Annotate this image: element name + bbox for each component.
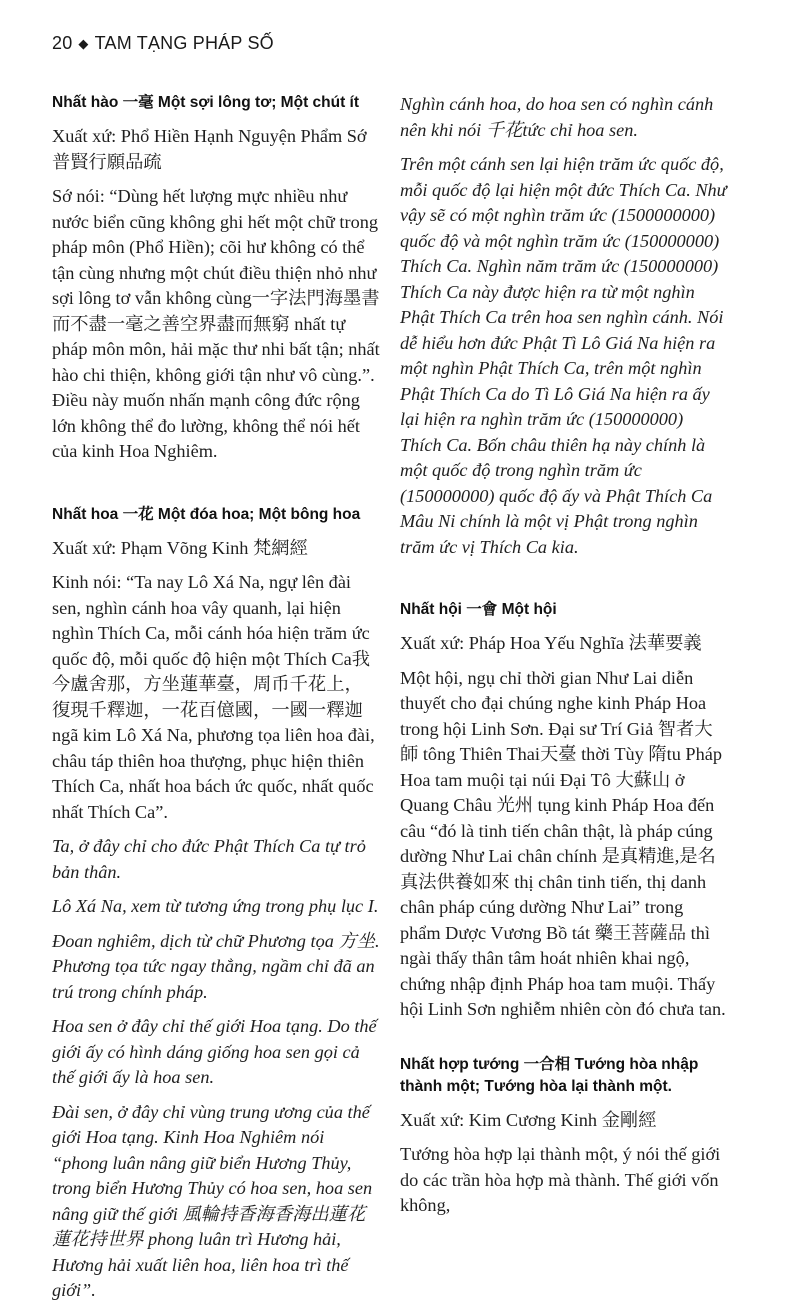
entry-title-nhat-hoa: Nhất hoa 一花 Một đóa hoa; Một bông hoa (52, 505, 361, 523)
entry-spacer (400, 1032, 728, 1054)
entry-note: Ta, ở đây chỉ cho đức Phật Thích Ca tự trỏ bản thân. (52, 836, 366, 882)
entry-note: Đoan nghiêm, dịch từ chữ Phương tọa 方坐. Phương tọa tức ngay thẳng, ngầm chỉ đã an trú trong chính pháp. (52, 930, 380, 1002)
entry-paragraph: Tướng hòa hợp lại thành một, ý nói thế giới do các trần hòa hợp mà thành. Thế giới vốn không, (400, 1144, 721, 1215)
entry-paragraph: Kinh nói: “Ta nay Lô Xá Na, ngự lên đài sen, nghìn cánh hoa vây quanh, lại hiện nghìn Thích Ca, mỗi cánh hóa hiện trăm ức quốc độ, mỗi quốc độ hiện một Thích Ca我今盧舍那，方坐蓮華臺，周币千花上，復現千釋迦，一花百億國，一國一釋迦 ngã kim Lô Xá Na, phương tọa liên hoa đài, châu táp thiên hoa thượng, phục hiện thiên Thích Ca, nhất hoa bách ức quốc, nhất quốc nhất Thích Ca”. (52, 572, 375, 822)
entry-spacer (52, 474, 380, 504)
diamond-separator-icon: ◆ (78, 36, 89, 51)
left-column (52, 92, 380, 1313)
page-number: 20 (52, 33, 73, 53)
entry-source: Xuất xứ: Phổ Hiền Hạnh Nguyện Phẩm Sớ 普賢行願品疏 (52, 126, 367, 172)
entry-title-nhat-hop-tuong: Nhất hợp tướng 一合相 Tướng hòa nhập thành một; Tướng hòa lại thành một. (400, 1055, 699, 1095)
entry-note: Hoa sen ở đây chỉ thế giới Hoa tạng. Do thế giới ấy có hình dáng giống hoa sen gọi cả thế giới ấy là hoa sen. (52, 1016, 377, 1087)
entry-paragraph: Sớ nói: “Dùng hết lượng mực nhiều như nước biển cũng không ghi hết một chữ trong pháp môn (Phổ Hiền); cõi hư không có thể tận cùng nhưng một chút điều thiện nhỏ như sợi lông tơ vẫn không cùng一字法門海墨書而不盡一毫之善空界盡而無窮 nhất tự pháp môn môn, hải mặc thư nhi bất tận; nhất hào chi thiện, không giới tận như vô cùng.”. Điều này muốn nhấn mạnh công đức rộng lớn không thể đo lường, không thể nói hết của kinh Hoa Nghiêm. (52, 186, 380, 461)
running-head (52, 33, 274, 54)
entry-source: Xuất xứ: Pháp Hoa Yếu Nghĩa 法華要義 (400, 633, 702, 653)
book-title: TAM TẠNG PHÁP SỐ (94, 33, 274, 53)
entry-source: Xuất xứ: Kim Cương Kinh 金剛經 (400, 1109, 657, 1130)
entry-source: Xuất xứ: Phạm Võng Kinh 梵網經 (52, 537, 308, 558)
entry-title-nhat-hao: Nhất hào 一毫 Một sợi lông tơ; Một chút ít (52, 94, 360, 111)
entry-paragraph: Một hội, ngụ chỉ thời gian Như Lai diễn thuyết cho đại chúng nghe kinh Pháp Hoa trong hội Linh Sơn. Đại sư Trí Giả 智者大師 tông Thiên Thai天臺 thời Tùy 隋tu Pháp Hoa tam muội tại núi Đại Tô 大蘇山 ở Quang Châu 光州 tụng kinh Pháp Hoa đến câu “đó là tinh tiến chân thật, là pháp cúng dường Như Lai chân chính 是真精進,是名真法供養如來 thị chân tinh tiến, thị danh chân pháp cúng dường Như Lai” trong phẩm Dược Vương Bồ tát 藥王菩薩品 thì ngài thấy thân tâm hoát nhiên khai ngộ, chứng nhập định Pháp hoa tam muội. Thấy hội Linh Sơn nghiễm nhiên còn đó chưa tan. (400, 667, 726, 1019)
entry-note: Đài sen, ở đây chỉ vùng trung ương của thế giới Hoa tạng. Kinh Hoa Nghiêm nói “phong luân nâng giữ biển Hương Thủy, trong biển Hương Thủy có hoa sen, hoa sen nâng giữ thế giới 風輪持香海香海出蓮花蓮花持世界 phong luân trì Hương hải, Hương hải xuất liên hoa, liên hoa trì thế giới”. (52, 1101, 373, 1300)
entry-spacer (400, 569, 728, 599)
entry-note: Lô Xá Na, xem từ tương ứng trong phụ lục I. (52, 896, 379, 916)
entry-note: Trên một cánh sen lại hiện trăm ức quốc độ, mỗi quốc độ lại hiện một đức Thích Ca. Như vậy sẽ có một nghìn trăm ức (1500000000) quốc độ và một nghìn trăm ức (150000000) Thích Ca. Nghìn năm trăm ức (150000000) Thích Ca này được hiện ra từ một nghìn Phật Thích Ca trên hoa sen nghìn cánh. Nói dễ hiểu hơn đức Phật Tì Lô Giá Na hiện ra một nghìn Phật Thích Ca, trên một nghìn Phật Thích Ca do Tì Lô Giá Na hiện ra ấy lại hiện ra nghìn trăm ức (150000000) Thích Ca. Bốn châu thiên hạ này chính là một quốc độ trong nghìn trăm ức (150000000) quốc độ ấy và Phật Thích Ca Mâu Ni chính là một vị Phật trong nghìn trăm ức vị Thích Ca kia. (400, 154, 727, 557)
entry-note: Nghìn cánh hoa, do hoa sen có nghìn cánh nên khi nói 千花tức chỉ hoa sen. (400, 94, 714, 140)
entry-title-nhat-hoi: Nhất hội 一會 Một hội (400, 601, 557, 618)
right-column (400, 92, 728, 1228)
